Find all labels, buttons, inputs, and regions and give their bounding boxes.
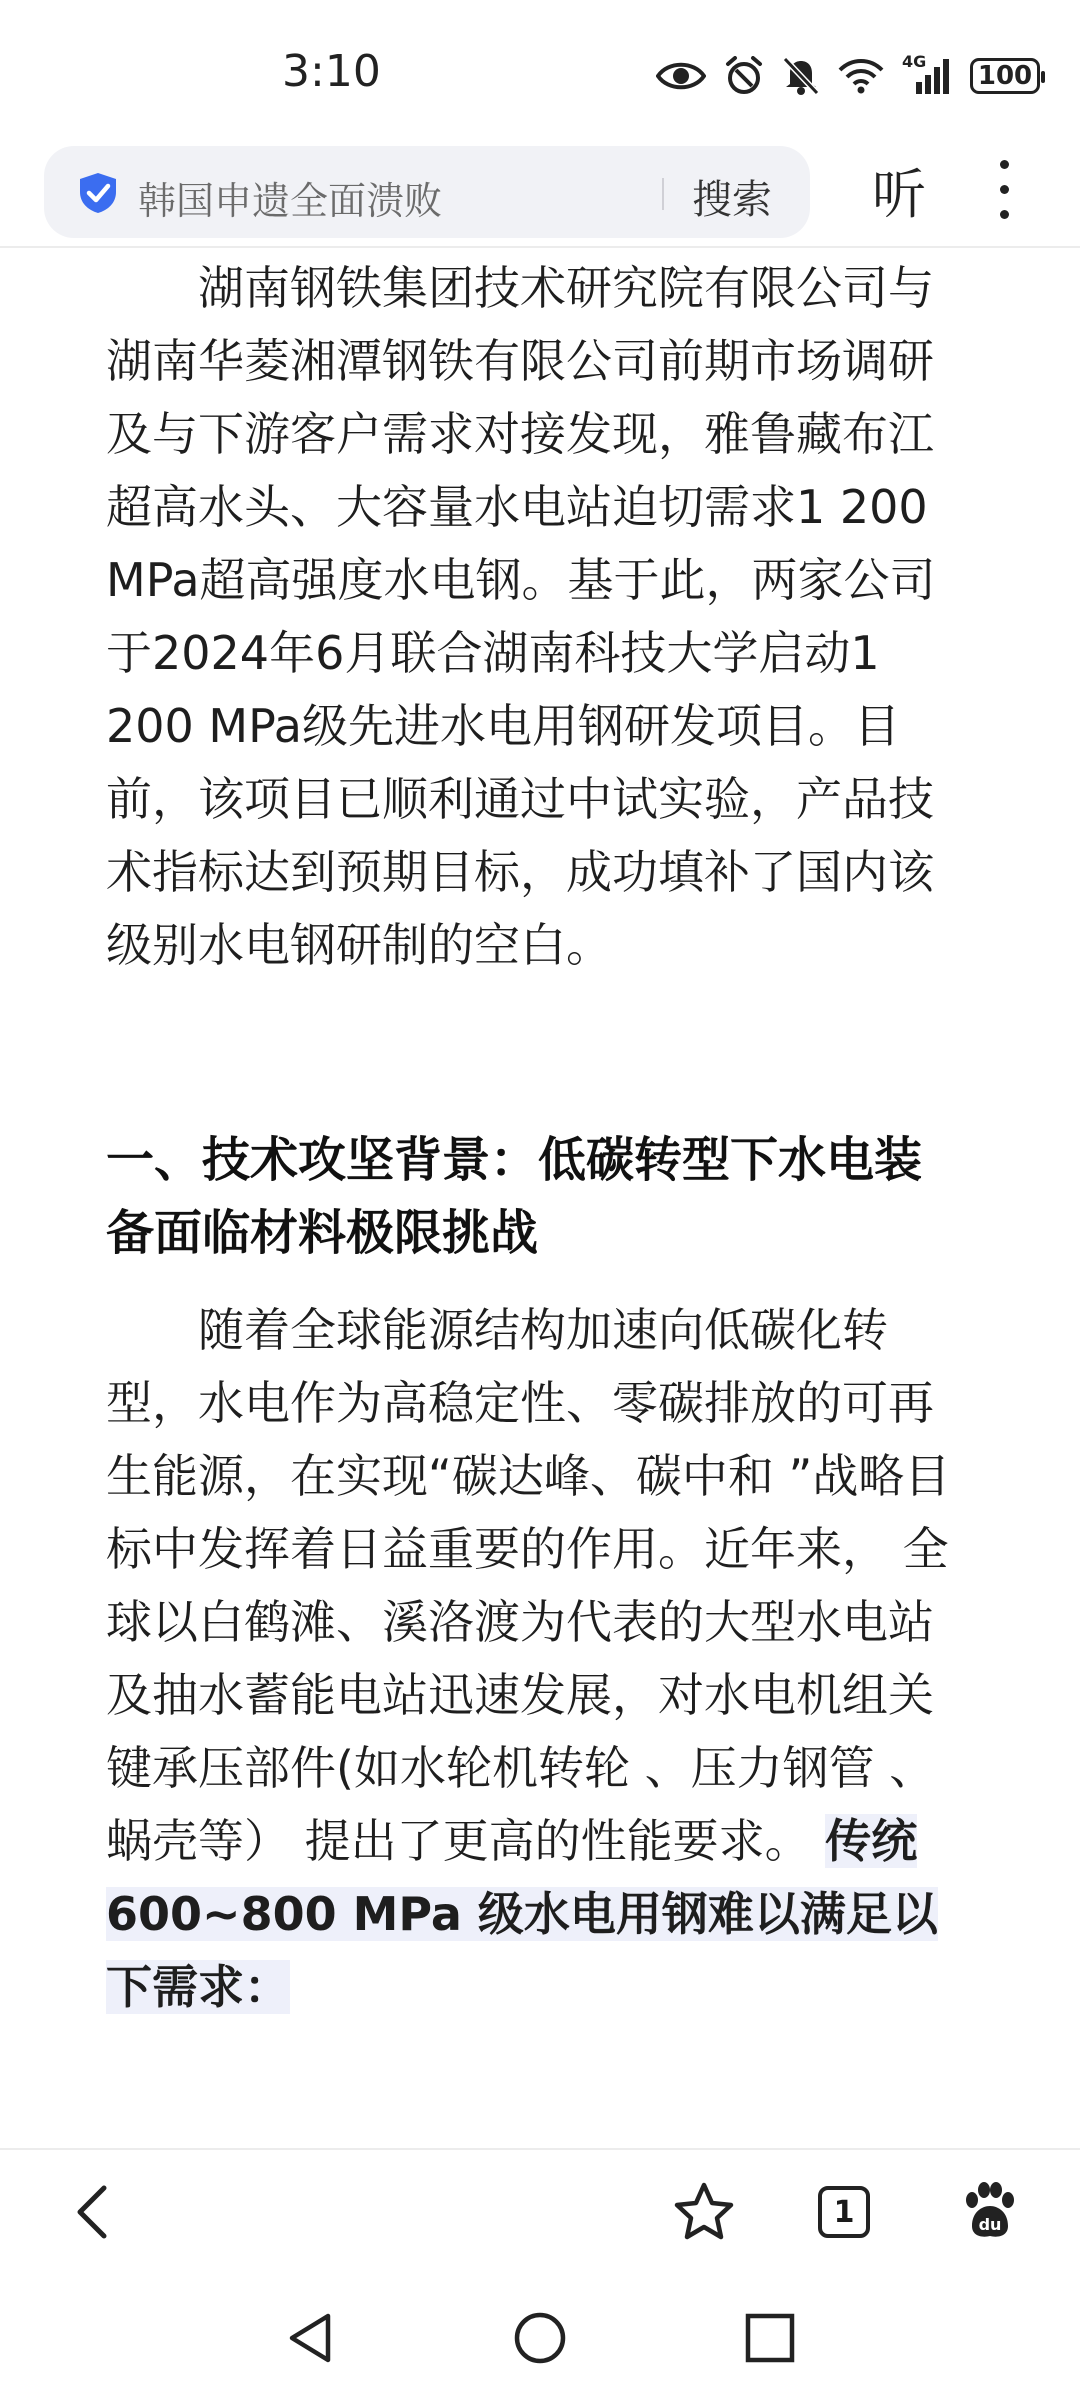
svg-text:du: du (978, 2215, 1002, 2234)
article-paragraph (106, 1294, 966, 2024)
status-bar (0, 0, 1080, 140)
listen-button[interactable]: 听 (872, 163, 926, 226)
wifi-icon (838, 58, 884, 94)
paw-icon[interactable] (958, 2180, 1020, 2242)
browser-toolbar (0, 2148, 1080, 2276)
paragraph-text: 随着全球能源结构加速向低碳化转型，水电作为高稳定性、零碳排放的可再生能源，在实现“碳达峰、碳中和 ”战略目标中发挥着日益重要的作用。近年来， 全球以白鹤滩、溪洛渡为代表的大型水电站及抽水蓄能电站迅速发展，对水电机组关键承压部件(如水轮机转轮 、压力钢管 、蜗壳等） 提出了更高的性能要求。 (106, 1303, 951, 1868)
nav-home-icon[interactable] (512, 2310, 568, 2366)
search-box[interactable] (44, 146, 810, 238)
status-icons (656, 52, 1040, 100)
signal-icon (902, 52, 952, 96)
system-nav-bar (0, 2274, 1080, 2400)
article-paragraph: 湖南钢铁集团技术研究院有限公司与湖南华菱湘潭钢铁有限公司前期市场调研及与下游客户需求对接发现，雅鲁藏布江超高水头、大容量水电站迫切需求1 200 MPa超高强度水电钢。基于此，两家公司于2024年6月联合湖南科技大学启动1 200 MPa级先进水电用钢研发项目。目前，该项目已顺利通过中试实验，产品技术指标达到预期目标，成功填补了国内该级别水电钢研制的空白。 (106, 261, 936, 972)
alarm-icon (724, 56, 764, 96)
search-button[interactable]: 搜索 (692, 177, 772, 223)
tabs-button[interactable] (818, 2186, 870, 2238)
battery-level: 100 (977, 61, 1033, 91)
shield-check-icon (78, 172, 118, 214)
article-content (106, 252, 966, 2152)
more-options-icon[interactable] (992, 160, 1016, 222)
nav-recent-icon[interactable] (744, 2310, 796, 2366)
eye-icon (656, 59, 706, 93)
network-type: 4G (902, 52, 927, 71)
top-bar (0, 140, 1080, 248)
star-icon[interactable] (672, 2180, 736, 2244)
nav-back-icon[interactable] (284, 2310, 336, 2366)
back-icon[interactable] (64, 2180, 124, 2244)
mute-icon (782, 56, 820, 96)
search-query-text[interactable]: 韩国申遗全面溃败 (138, 179, 443, 223)
section-heading: 一、技术攻坚背景：低碳转型下水电装备面临材料极限挑战 (106, 1132, 923, 1261)
top-divider (0, 246, 1080, 248)
tab-count: 1 (833, 2194, 855, 2230)
status-time: 3:10 (282, 46, 381, 97)
search-divider (662, 178, 664, 210)
highlighted-text: 传统 600~800 MPa 级水电用钢难以满足以下需求： (106, 1814, 938, 2014)
battery-icon (970, 58, 1040, 94)
